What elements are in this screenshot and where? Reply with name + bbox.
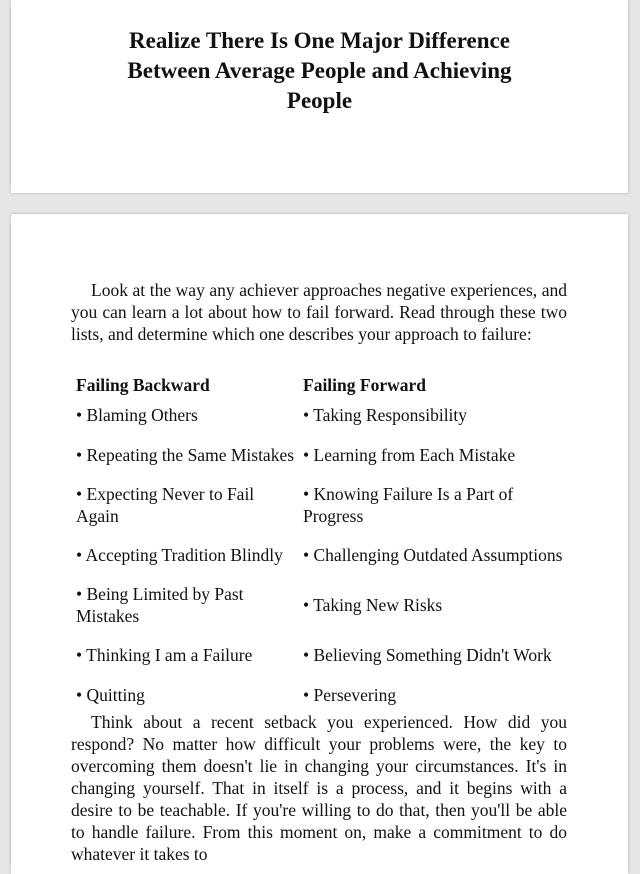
forward-item: • Taking Responsibility — [303, 405, 468, 425]
header-failing-backward: Failing Backward — [76, 375, 210, 395]
backward-item: • Thinking I am a Failure — [76, 645, 253, 665]
title-line-1: Realize There Is One Major Difference — [129, 28, 510, 53]
list-row — [71, 530, 567, 580]
list-row — [71, 580, 567, 630]
list-headers — [71, 370, 567, 400]
title-line-2: Between Average People and Achieving — [127, 58, 512, 83]
closing-paragraph: Think about a recent setback you experienced. How did you respond? No matter how difficult your problems were, the key to overcoming them doesn't lie in changing your circumstances. It's in changing yourself. That in itself is a process, and it begins with a desire to be teachable. If you're willing to do that, then you'll be able to handle failure. From this moment on, make a commitment to do whatever it takes to — [71, 712, 567, 864]
page-body — [11, 214, 628, 874]
comparison-lists — [71, 370, 567, 710]
backward-item: • Accepting Tradition Blindly — [76, 545, 283, 565]
header-failing-forward: Failing Forward — [303, 375, 426, 395]
forward-item: • Challenging Outdated Assumptions — [303, 545, 563, 565]
forward-item: • Taking New Risks — [303, 595, 443, 615]
title-line-3: People — [286, 88, 353, 113]
chapter-title — [11, 26, 628, 116]
list-row — [71, 630, 567, 680]
forward-item: • Persevering — [303, 685, 397, 705]
forward-item: • Believing Something Didn't Work — [303, 645, 552, 665]
page-top — [11, 0, 628, 193]
list-row — [71, 430, 567, 480]
list-row — [71, 400, 567, 430]
backward-item: • Expecting Never to Fail Again — [76, 484, 255, 526]
backward-item: • Repeating the Same Mistakes — [76, 445, 295, 465]
backward-item: • Blaming Others — [76, 405, 198, 425]
intro-paragraph: Look at the way any achiever approaches negative experiences, and you can learn a lot about how to fail forward. Read through these two lists, and determine which one describes your approach to failure: — [71, 280, 567, 344]
forward-item: • Knowing Failure Is a Part of Progress — [303, 484, 514, 526]
backward-item: • Quitting — [76, 685, 145, 705]
forward-item: • Learning from Each Mistake — [303, 445, 516, 465]
list-row — [71, 680, 567, 710]
list-row — [71, 480, 567, 530]
backward-item: • Being Limited by Past Mistakes — [76, 584, 244, 626]
